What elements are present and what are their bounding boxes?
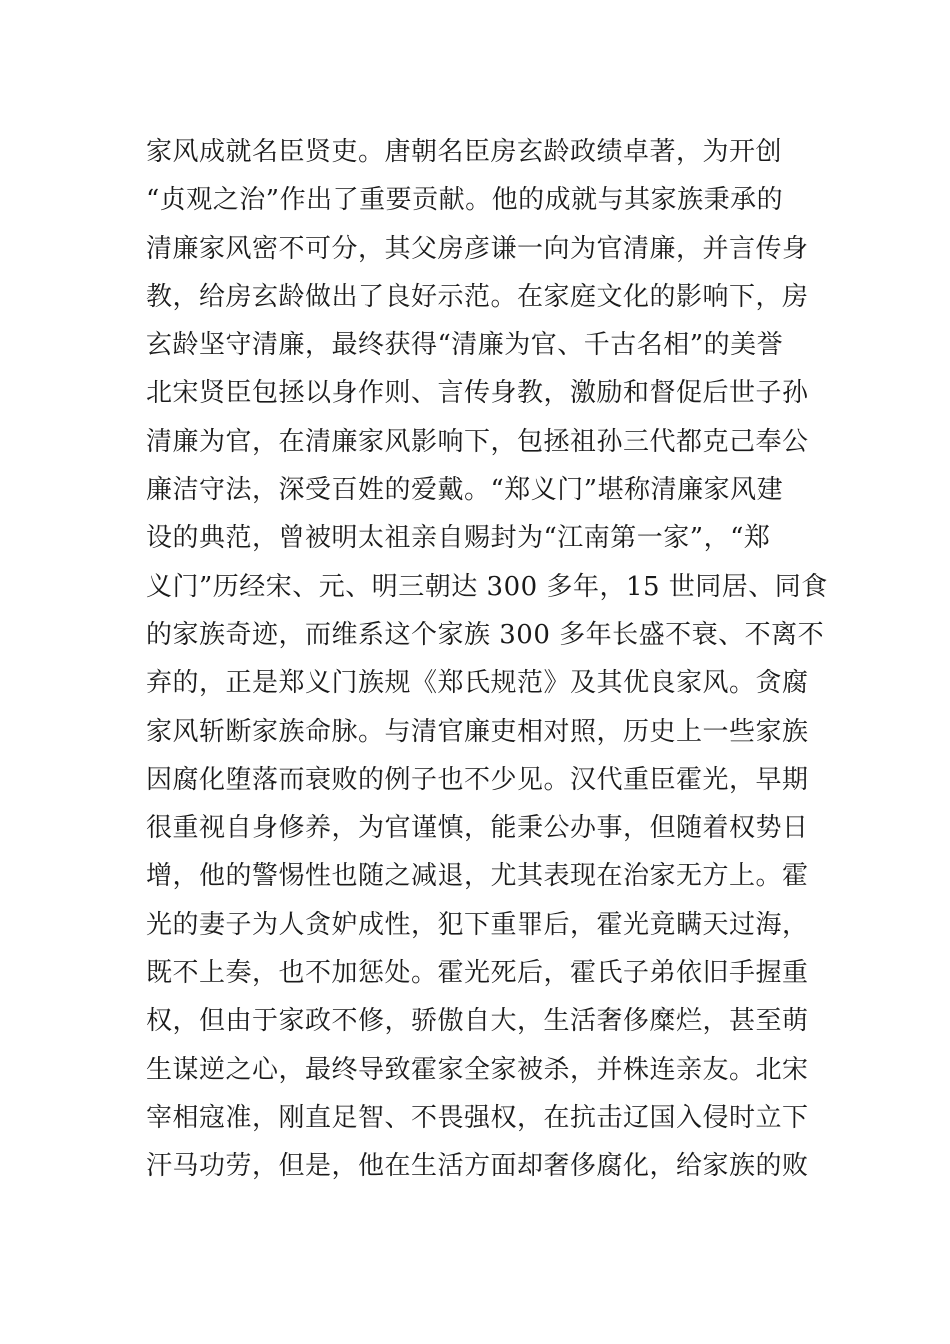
text-line: 既不上奏，也不加惩处。霍光死后，霍氏子弟依旧手握重: [146, 958, 809, 989]
text-line: 宰相寇准，刚直足智、不畏强权，在抗击辽国入侵时立下: [146, 1102, 809, 1133]
text-line: 设的典范，曾被明太祖亲自赐封为“江南第一家”，“郑: [146, 523, 771, 554]
text-line: 很重视自身修养，为官谨慎，能秉公办事，但随着权势日: [146, 813, 809, 844]
text-line: 义门”历经宋、元、明三朝达 300 多年，15 世同居、同食: [146, 571, 828, 602]
text-line: 增，他的警惕性也随之减退，尤其表现在治家无方上。霍: [146, 861, 809, 892]
text-line: 因腐化堕落而衰败的例子也不少见。汉代重臣霍光，早期: [146, 764, 809, 795]
text-line: 生谋逆之心，最终导致霍家全家被杀，并株连亲友。北宋: [146, 1054, 809, 1085]
text-line: 清廉家风密不可分，其父房彦谦一向为官清廉，并言传身: [146, 233, 809, 264]
text-line: “贞观之治”作出了重要贡献。他的成就与其家族秉承的: [146, 185, 784, 216]
text-line: 光的妻子为人贪妒成性，犯下重罪后，霍光竟瞒天过海，: [146, 909, 809, 940]
text-line: 弃的，正是郑义门族规《郑氏规范》及其优良家风。贪腐: [146, 668, 809, 699]
text-line: 廉洁守法，深受百姓的爱戴。“郑义门”堪称清廉家风建: [146, 475, 784, 506]
text-line: 汗马功劳，但是，他在生活方面却奢侈腐化，给家族的败: [146, 1151, 809, 1182]
body-text: [146, 128, 828, 1191]
text-line: 北宋贤臣包拯以身作则、言传身教，激励和督促后世子孙: [146, 378, 809, 409]
text-line: 教，给房玄龄做出了良好示范。在家庭文化的影响下，房: [146, 281, 809, 312]
text-line: 家风斩断家族命脉。与清官廉吏相对照，历史上一些家族: [146, 716, 809, 747]
text-line: 的家族奇迹，而维系这个家族 300 多年长盛不衰、不离不: [146, 619, 825, 650]
text-line: 清廉为官，在清廉家风影响下，包拯祖孙三代都克己奉公: [146, 426, 809, 457]
text-line: 家风成就名臣贤吏。唐朝名臣房玄龄政绩卓著，为开创: [146, 137, 783, 167]
text-line: 玄龄坚守清廉，最终获得“清廉为官、千古名相”的美誉: [146, 330, 784, 361]
text-line: 权，但由于家政不修，骄傲自大，生活奢侈糜烂，甚至萌: [146, 1006, 809, 1037]
